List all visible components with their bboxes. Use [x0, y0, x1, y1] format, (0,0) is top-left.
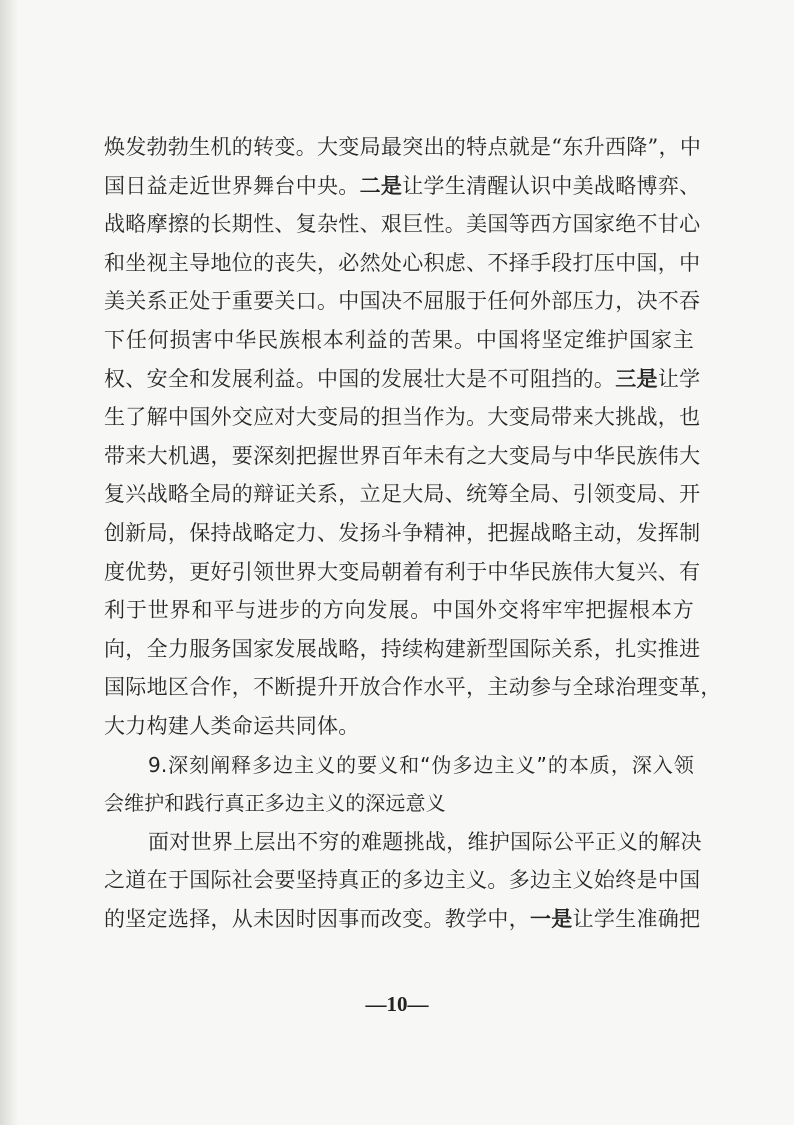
text-line: 面对世界上层出不穷的难题挑战，维护国际公平正义的解决 — [148, 829, 702, 854]
scan-binding-edge — [0, 0, 18, 1125]
text-line: 创新局，保持战略定力、发扬斗争精神，把握战略主动，发挥制 — [104, 520, 701, 545]
text-segment: 让学 — [657, 366, 701, 391]
text-line — [104, 900, 701, 939]
section-heading-line: 会维护和践行真正多边主义的深远意义 — [104, 791, 446, 816]
section-heading-line: 9.深刻阐释多边主义的要义和“伪多边主义”的本质，深入领 — [148, 752, 694, 777]
text-segment: 的坚定选择，从未因时因事而改变。教学中， — [104, 906, 530, 931]
text-line: 生了解中国外交应对大变局的担当作为。大变局带来大挑战，也 — [104, 405, 701, 430]
text-line: 国际地区合作，不断提升开放合作水平，主动参与全球治理变革， — [104, 675, 722, 700]
text-line: 利于世界和平与进步的方向发展。中国外交将牢牢把握根本方 — [104, 598, 694, 623]
text-line — [104, 360, 701, 399]
text-line: 向，全力服务国家发展战略，持续构建新型国际关系，扎实推进 — [104, 636, 701, 661]
page-number: —10— — [365, 992, 429, 1016]
text-line: 下任何损害中华民族根本利益的苦果。中国将坚定维护国家主 — [104, 327, 694, 352]
text-line: 焕发勃勃生机的转变。大变局最突出的特点就是“东升西降”，中 — [104, 135, 702, 159]
text-segment: 国日益走近世界舞台中央。 — [104, 173, 360, 198]
emphasis-marker: 二是 — [359, 173, 403, 198]
text-line — [104, 167, 701, 206]
text-line: 度优势，更好引领世界大变局朝着有利于中华民族伟大复兴、有 — [104, 559, 701, 584]
text-line: 战略摩擦的长期性、复杂性、艰巨性。美国等西方国家绝不甘心 — [104, 212, 701, 237]
text-line: 大力构建人类命运共同体。 — [104, 713, 360, 738]
text-line: 复兴战略全局的辩证关系，立足大局、统筹全局、引领变局、开 — [104, 482, 701, 507]
emphasis-marker: 一是 — [530, 906, 573, 931]
text-line: 带来大机遇，要深刻把握世界百年未有之大变局与中华民族伟大 — [104, 443, 701, 468]
text-segment: 让学生清醒认识中美战略博弈、 — [402, 173, 701, 198]
emphasis-marker: 三是 — [615, 366, 658, 391]
text-segment: 权、安全和发展利益。中国的发展壮大是不可阻挡的。 — [104, 366, 616, 391]
text-line: 和坐视主导地位的丧失，必然处心积虑、不择手段打压中国，中 — [104, 250, 701, 275]
body-text — [104, 128, 722, 938]
text-line: 美关系正处于重要关口。中国决不屈服于任何外部压力，决不吞 — [104, 289, 701, 314]
text-segment: 让学生准确把 — [572, 906, 701, 931]
text-line: 之道在于国际社会要坚持真正的多边主义。多边主义始终是中国 — [104, 868, 701, 893]
